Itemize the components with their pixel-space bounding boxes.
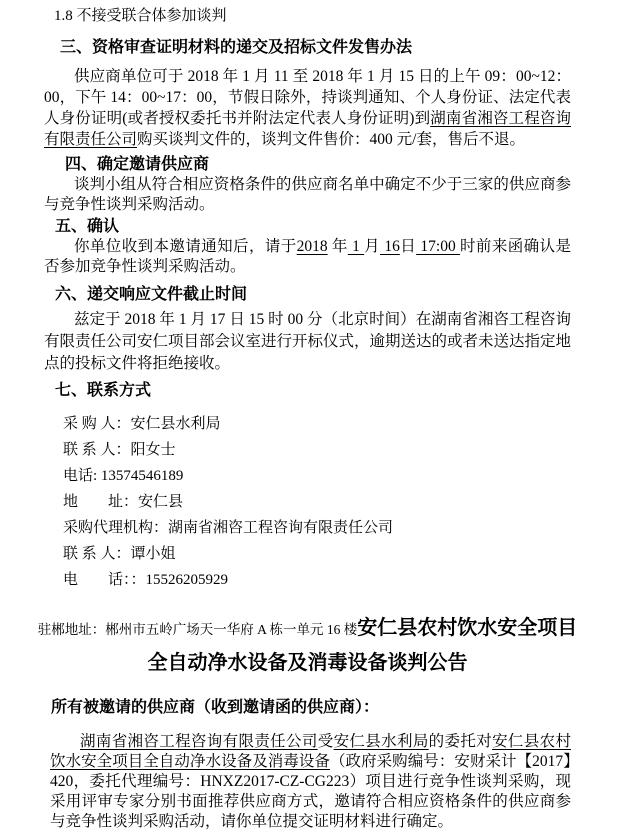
section-4-heading: 四、确定邀请供应商 [65,156,210,173]
contact-phone-purchaser: 电话: 13574546189 [63,468,184,484]
section-3-heading: 三、资格审查证明材料的递交及招标文件发售办法 [60,39,413,56]
section-5-heading: 五、确认 [55,218,120,235]
project-name-underlined: 安仁县农村饮水安全项目全自动净水设备及消毒设备 [50,733,571,770]
confirm-year-blank: 2018 [296,238,328,255]
confirm-day-label: 日 [399,238,417,255]
notice-text-3: （政府采购编号：安财采计【2017】420，委托代理编号：HNXZ2017-CZ-CG223）项目进行竞争性谈判采购，现采用评审专家分别书面推荐供应商方式，邀请符合相应资格条件的供应商参与竞争性谈判采购活动，请你单位提交证明材料进行确定。 [50,753,571,830]
project-title-line1: 安仁县农村饮水安全项目 [357,617,578,639]
section-7-heading: 七、联系方式 [55,382,152,399]
invitees-salutation: 所有被邀请的供应商（收到邀请函的供应商）： [51,699,380,716]
purchaser-name-underlined: 安仁县水利局 [333,733,429,750]
section-3-paragraph [44,66,571,150]
section-4-paragraph: 谈判小组从符合相应资格条件的供应商名单中确定不少于三家的供应商参与竞争性谈判采购活动。 [44,176,571,213]
contact-agency: 采购代理机构：湖南省湘咨工程咨询有限责任公司 [63,520,394,536]
section-5-text-after: 时前来函确认是否参加竞争性谈判采购活动。 [44,238,571,275]
confirm-day-blank: 16 [380,238,400,255]
contact-person-purchaser: 联 系 人：阳女士 [63,442,176,458]
branch-address-and-title-line [32,615,583,643]
branch-address-label: 驻郴地址：郴州市五岭广场天一华府 A 栋一单元 16 楼 [37,622,358,637]
section-3-text-after: 购买谈判文件的，谈判文件售价：400 元/套，售后不退。 [137,131,525,148]
notice-body-paragraph [50,732,571,832]
confirm-year-label: 年 [327,238,348,255]
contact-block [63,411,571,593]
confirm-month-label: 月 [364,238,381,255]
notice-text-2: 的委托对 [428,733,493,750]
notice-text-1: 受 [317,733,334,750]
section-5-text-before: 你单位收到本邀请通知后，请于 [74,238,297,255]
agency-name-underlined: 湖南省湘咨工程咨询有限责任公司 [80,733,318,750]
section-3-text-before: 供应商单位可于 2018 年 1 月 11 至 2018 年 1 月 15 日的上午 09：00~12：00，下午 14：00~17：00，节假日除外，持谈判通知、个人身份证、法定代表人身份证明(或者授权委托书并附法定代表人身份证明)到 [44,68,571,127]
project-title-line2: 全自动净水设备及消毒设备谈判公告 [147,652,468,674]
contact-phone-agency: 电 话：：15526205929 [63,572,229,588]
section-6-paragraph: 兹定于 2018 年 1 月 17 日 15 时 00 分（北京时间）在湖南省湘咨工程咨询有限责任公司安仁项目部会议室进行开标仪式，逾期送达的或者未送达指定地点的投标文件将拒绝接收。 [44,311,572,372]
confirm-month-blank: 1 [347,238,365,255]
clause-1-8: 1.8 不接受联合体参加谈判 [54,8,227,24]
section-6-heading: 六、递交响应文件截止时间 [55,286,248,303]
contact-person-agency: 联 系 人：谭小姐 [63,546,176,562]
section-5-paragraph [44,237,571,277]
contact-address-purchaser: 地 址：安仁县 [63,494,184,510]
agency-name-underlined: 湖南省湘咨工程咨询有限责任公司 [44,110,571,148]
contact-purchaser: 采 购 人：安仁县水利局 [63,416,221,432]
confirm-time-blank: 17:00 [416,238,461,255]
